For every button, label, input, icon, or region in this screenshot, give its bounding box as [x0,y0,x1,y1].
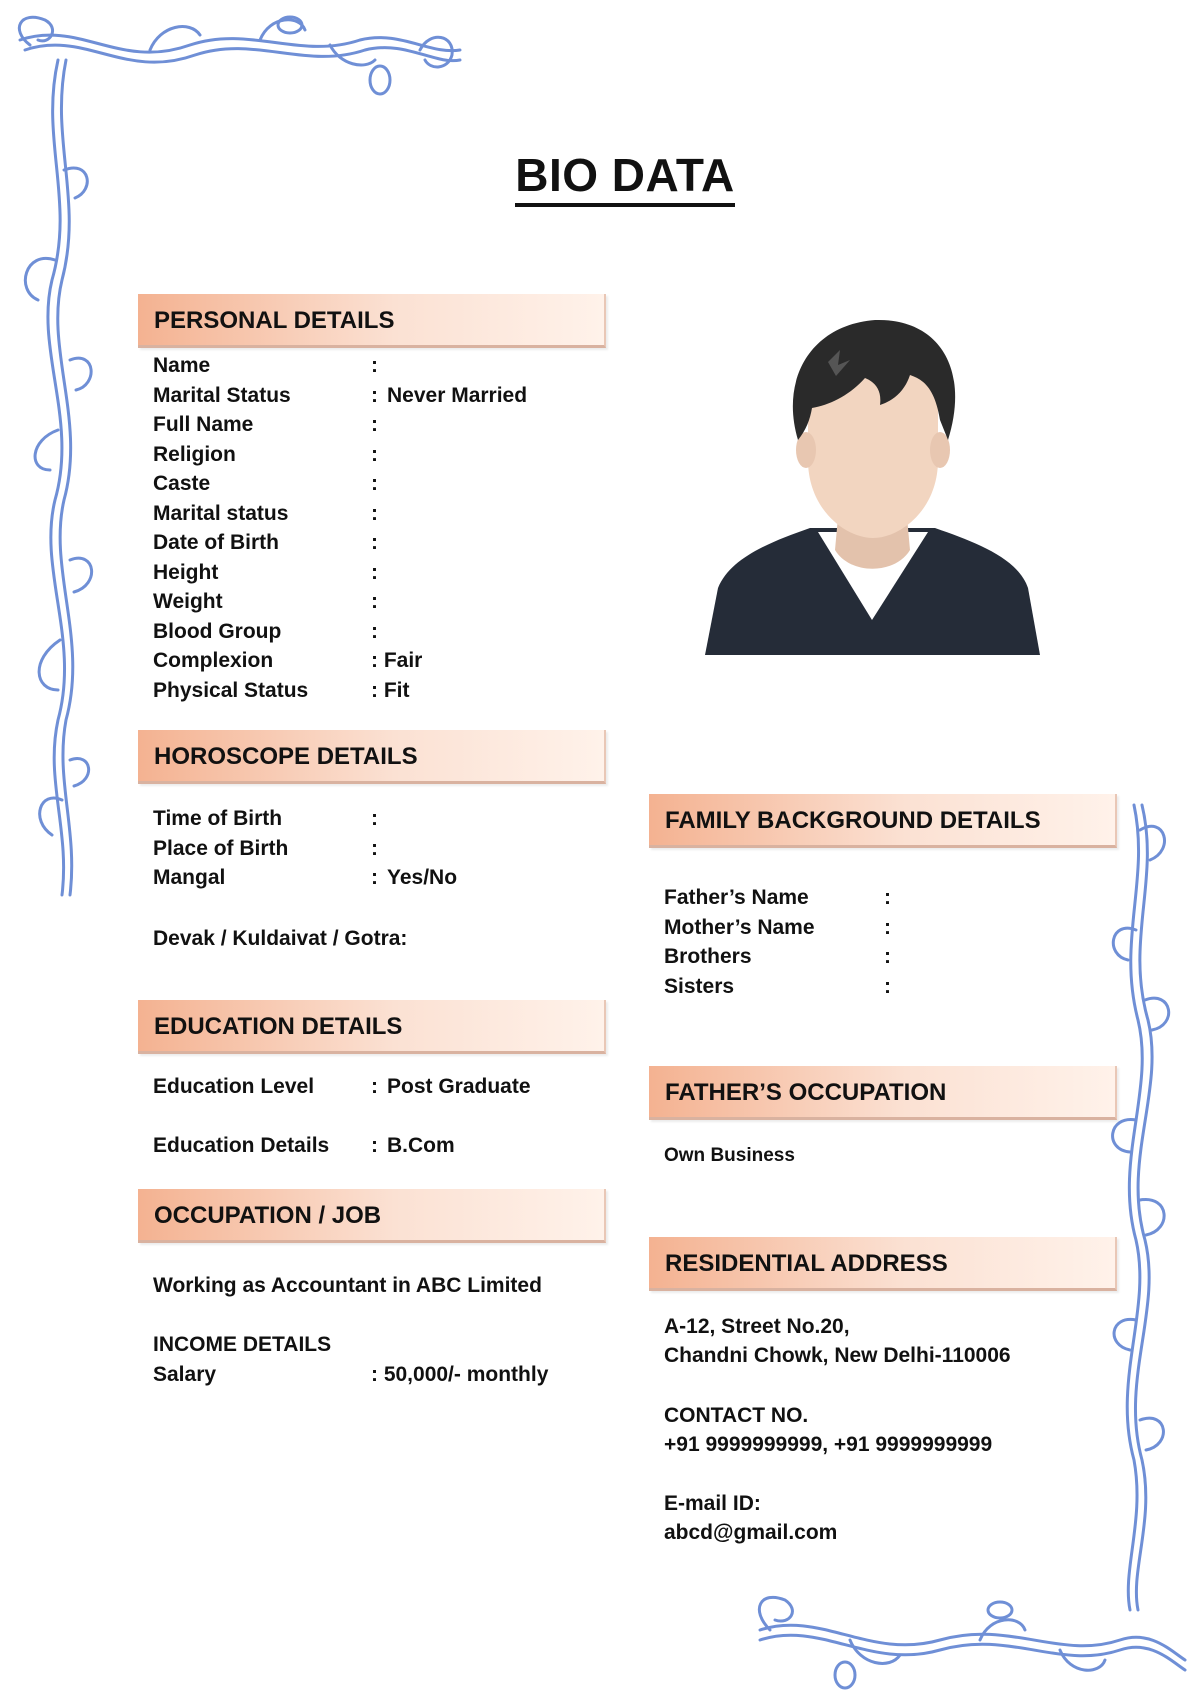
horoscope-row: Mangal : Yes/No [153,866,458,889]
family-details-list [664,886,891,1004]
address-line-1: A-12, Street No.20, [664,1315,850,1338]
contact-label: CONTACT NO. [664,1404,809,1427]
row-label: Religion [153,442,236,466]
row-label: Full Name [153,413,254,436]
row-label: Marital status [153,501,289,525]
row-sep-value: : Fair [371,649,423,672]
row-label: Physical Status [153,678,309,702]
personal-row: Blood Group : [153,620,527,650]
email-value: abcd@gmail.com [664,1521,838,1544]
family-background-heading: FAMILY BACKGROUND DETAILS [649,794,1117,848]
salary-row: Salary : 50,000/- monthly [153,1363,549,1386]
occupation-heading: OCCUPATION / JOB [138,1189,606,1243]
row-label: Marital Status [153,383,291,407]
family-row: Mother’s Name : [664,915,891,939]
personal-row: Caste : [153,472,527,502]
residential-address-heading: RESIDENTIAL ADDRESS [649,1237,1117,1291]
personal-details-list [153,354,527,708]
father-occupation-text: Own Business [664,1145,795,1166]
row-label: Weight [153,590,223,613]
family-row: Sisters : [664,974,891,998]
family-row: Brothers : [664,945,891,968]
horoscope-row: Time of Birth : [153,807,378,830]
page-title: BIO DATA [0,148,1200,202]
personal-row [153,679,527,709]
row-label: Caste [153,472,211,495]
horoscope-details-heading: HOROSCOPE DETAILS [138,730,606,784]
horoscope-details-list [153,807,457,896]
personal-row [153,649,527,679]
occupation-text: Working as Accountant in ABC Limited [153,1274,542,1297]
email-label: E-mail ID: [664,1492,761,1515]
profile-avatar [700,310,1045,655]
row-label: Complexion [153,649,274,672]
education-details-heading: EDUCATION DETAILS [138,1000,606,1054]
personal-row: Height : [153,561,527,591]
gotra-label: Devak / Kuldaivat / Gotra: [153,927,408,950]
father-occupation-heading: FATHER’S OCCUPATION [649,1066,1117,1120]
education-details-row: Education Details : B.Com [153,1134,455,1157]
horoscope-row: Place of Birth : [153,836,378,860]
row-label: Blood Group [153,619,282,643]
address-line-2: Chandni Chowk, New Delhi-110006 [664,1344,1011,1367]
row-label: Height [153,560,219,584]
personal-row: Date of Birth : [153,531,527,561]
row-label: Name [153,354,211,377]
contact-value: +91 9999999999, +91 9999999999 [664,1433,993,1456]
education-level-row: Education Level : Post Graduate [153,1075,531,1098]
personal-row: Name : [153,354,527,384]
row-value: Never Married [387,383,528,407]
row-sep-value: : Fit [371,678,410,702]
personal-row: Marital status : [153,502,527,532]
personal-row: Religion : [153,443,527,473]
family-row: Father’s Name : [664,886,891,909]
personal-row: Full Name : [153,413,527,443]
personal-row: Marital Status : Never Married [153,384,527,414]
personal-row: Weight : [153,590,527,620]
personal-details-heading: PERSONAL DETAILS [138,294,606,348]
row-label: Date of Birth [153,531,279,554]
income-details-heading: INCOME DETAILS [153,1333,332,1356]
